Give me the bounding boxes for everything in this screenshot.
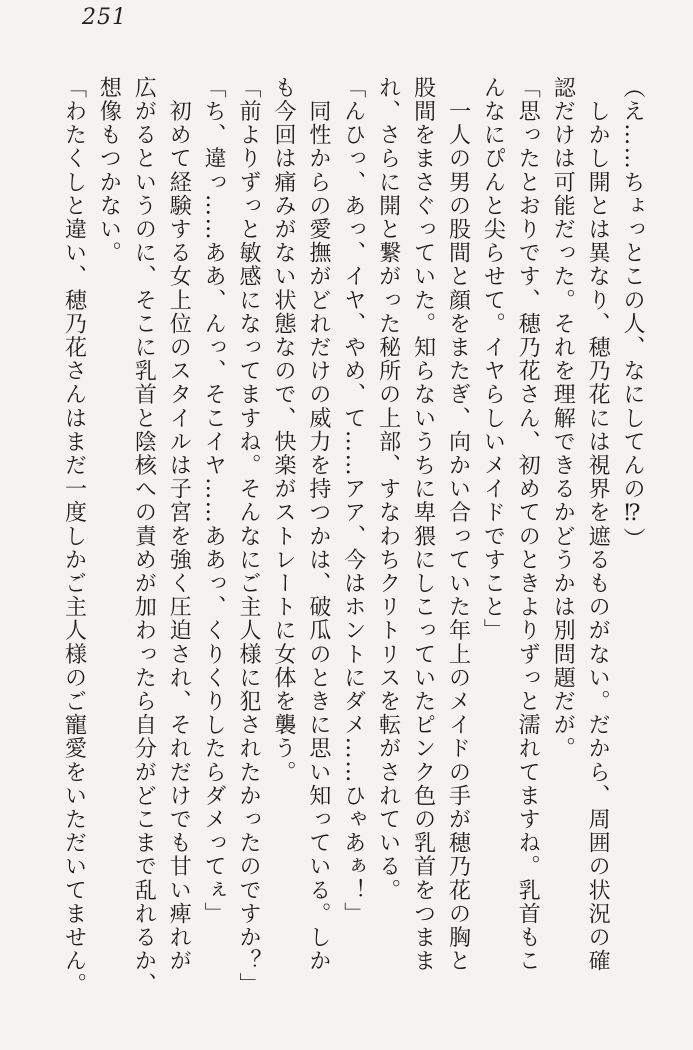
text-column: 一人の男の股間と顔をまたぎ、向かい合っていた年上のメイドの手が穂乃花の胸と xyxy=(445,76,471,973)
text-column: 股間をまさぐっていた。知らないうちに卑猥にしこっていたピンク色の乳首をつまま xyxy=(410,76,436,973)
text-column: 広がるというのに、そこに乳首と陰核への責めが加わったら自分がどこまで乱れるか、 xyxy=(131,76,157,997)
text-column: 同性からの愛撫がどれだけの威力を持つかは、破瓜のときに思い知っている。しか xyxy=(305,76,331,973)
text-column: 想像もつかない。 xyxy=(96,76,122,265)
page-number: 251 xyxy=(82,5,127,30)
text-column: 「んひっ、あっ、イヤ、やめ、て……アア、今はホントにダメ……ひゃあぁ！」 xyxy=(340,76,366,926)
text-column: 認だけは可能だった。それを理解できるかどうかは別問題だが。 xyxy=(550,76,576,761)
text-column: んなにぴんと尖らせて。イヤらしいメイドですこと」 xyxy=(480,76,506,643)
text-column: 「前よりずっと敏感になってますね。そんなにご主人様に犯されたかったのですか？」 xyxy=(236,76,262,997)
text-column: （え……ちょっとこの人、なにしてんの⁉） xyxy=(620,76,645,551)
text-column: 「思ったとおりです、穂乃花さん、初めてのときよりずっと濡れてますね。乳首もこ xyxy=(515,76,541,973)
text-column: も今回は痛みがない状態なので、快楽がストレートに女体を襲う。 xyxy=(270,76,296,784)
text-area xyxy=(56,76,649,998)
text-column: 「わたくしと違い、穂乃花さんはまだ一度しかご主人様のご寵愛をいただいてません。 xyxy=(61,76,87,997)
text-column: 「ち、違っ……ああ、んっ、そこイヤ……ああっ、くりくりしたらダメってぇ」 xyxy=(201,76,227,926)
text-column: 初めて経験する女上位のスタイルは子宮を強く圧迫され、それだけでも甘い痺れが xyxy=(166,76,192,973)
text-column: れ、さらに開と繋がった秘所の上部、すなわちクリトリスを転がされている。 xyxy=(375,76,401,902)
text-column: しかし開とは異なり、穂乃花には視界を遮るものがない。だから、周囲の状況の確 xyxy=(585,76,611,973)
